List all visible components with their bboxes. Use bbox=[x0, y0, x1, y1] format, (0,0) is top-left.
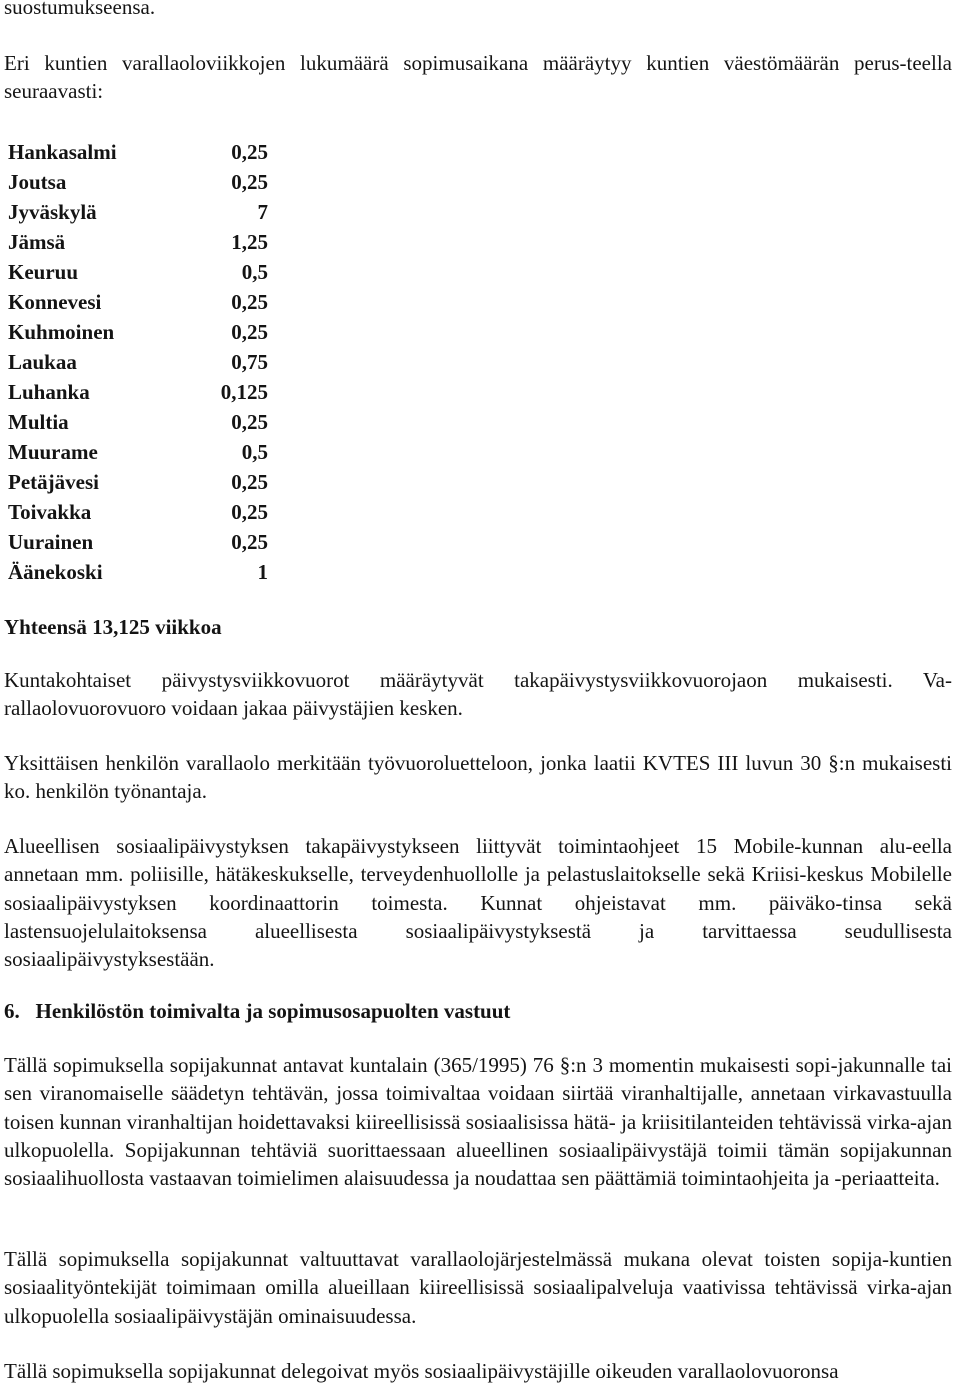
municipality-name: Jämsä bbox=[8, 230, 66, 254]
paragraph-shift-division bbox=[4, 666, 952, 723]
section-paragraph-authorization bbox=[4, 1245, 952, 1330]
table-row bbox=[4, 347, 268, 377]
municipality-name: Konnevesi bbox=[8, 290, 102, 314]
municipality-value: 0,75 bbox=[231, 350, 268, 374]
paragraph-text: Tällä sopimuksella sopijakunnat antavat kuntalain (365/1995) 76 §:n 3 momentin mukaisesti sopi-jakunnalle tai sen viranomaiselle säädetyn tehtävän, jossa toimivaltaa voidaan siirtää viranhaltijalle, annetaan virkavastuulla toisen kunnan viranhaltijan hoidettavaksi kiireellisissä sosiaalisissa hätä- ja kriisitilanteiden tehtävissä virka-ajan ulkopuolella. Sopijakunnan tehtäviä suorittaessaan alueellinen sosiaalipäivystäjä toimii tämän sopijakunnan sosiaalihuollosta vastaavan toimielimen alaisuudessa ja noudattaa sen päättämiä toimintaohjeita ja -periaatteita. bbox=[4, 1053, 952, 1191]
municipality-value: 0,5 bbox=[241, 260, 268, 284]
table-row bbox=[4, 227, 268, 257]
municipality-value: 0,25 bbox=[231, 410, 268, 434]
municipality-name: Petäjävesi bbox=[8, 470, 99, 494]
table-row bbox=[4, 197, 268, 227]
municipality-name: Multia bbox=[8, 410, 69, 434]
table-row bbox=[4, 437, 268, 467]
municipality-value: 0,25 bbox=[231, 140, 268, 164]
paragraph-text: Tällä sopimuksella sopijakunnat delegoivat myös sosiaalipäivystäjille oikeuden varallaolovuoronsa bbox=[4, 1359, 839, 1383]
municipality-value: 0,25 bbox=[231, 320, 268, 344]
table-row bbox=[4, 317, 268, 347]
municipality-name: Luhanka bbox=[8, 380, 90, 404]
section-paragraph-rights bbox=[4, 1357, 952, 1385]
paragraph-work-roster bbox=[4, 749, 952, 806]
section-heading bbox=[4, 1001, 510, 1022]
municipality-value: 0,25 bbox=[231, 470, 268, 494]
municipality-table bbox=[4, 137, 268, 587]
table-row bbox=[4, 287, 268, 317]
paragraph-text: Alueellisen sosiaalipäivystyksen takapäivystykseen liittyvät toimintaohjeet 15 Mobile-kunnan alu-eella annetaan mm. poliisille, hätäkeskukselle, terveydenhuollolle ja pelastuslaitokselle sekä Kriisi-keskus Mobilelle sosiaalipäivystyksen koordinaattorin toimesta. Kunnat ohjeistavat mm. päiväko-tinsa sekä lastensuojelulaitoksensa alueellisesta sosiaalipäivystyksestä ja tarvittaessa seudullisesta sosiaalipäivystyksestään. bbox=[4, 834, 952, 972]
municipality-name: Jyväskylä bbox=[8, 200, 97, 224]
municipality-value: 0,25 bbox=[231, 530, 268, 554]
municipality-name: Joutsa bbox=[8, 170, 67, 194]
table-row bbox=[4, 467, 268, 497]
municipality-name: Äänekoski bbox=[8, 560, 103, 584]
municipality-value: 0,5 bbox=[241, 440, 268, 464]
municipality-name: Keuruu bbox=[8, 260, 79, 284]
municipality-value: 7 bbox=[257, 200, 268, 224]
municipality-value: 0,125 bbox=[220, 380, 268, 404]
municipality-value: 0,25 bbox=[231, 290, 268, 314]
table-row bbox=[4, 557, 268, 587]
municipality-value: 1 bbox=[257, 560, 268, 584]
intro-paragraph-text: Eri kuntien varallaoloviikkojen lukumäärä sopimusaikana määräytyy kuntien väestömäärän perus-teella seuraavasti: bbox=[4, 51, 952, 104]
table-row bbox=[4, 407, 268, 437]
municipality-name: Hankasalmi bbox=[8, 140, 117, 164]
municipality-name: Toivakka bbox=[8, 500, 92, 524]
table-row bbox=[4, 167, 268, 197]
table-row bbox=[4, 497, 268, 527]
paragraph-text: Yksittäisen henkilön varallaolo merkitään työvuoroluetteloon, jonka laatii KVTES III luvun 30 §:n mukaisesti ko. henkilön työnantaja. bbox=[4, 751, 952, 804]
total-line: Yhteensä 13,125 viikkoa bbox=[4, 615, 222, 639]
paragraph-text: Tällä sopimuksella sopijakunnat valtuuttavat varallaolojärjestelmässä mukana olevat toisten sopija-kuntien sosiaalityöntekijät toimimaan omilla alueillaan kiireellisissä sosiaalipalveluja vaativissa tehtävissä virka-ajan ulkopuolella sosiaalipäivystäjän ominaisuudessa. bbox=[4, 1247, 952, 1328]
table-row bbox=[4, 527, 268, 557]
section-paragraph-delegation bbox=[4, 1051, 952, 1192]
table-row bbox=[4, 377, 268, 407]
municipality-value: 0,25 bbox=[231, 500, 268, 524]
intro-paragraph bbox=[4, 49, 952, 106]
municipality-value: 0,25 bbox=[231, 170, 268, 194]
municipality-name: Kuhmoinen bbox=[8, 320, 115, 344]
municipality-name: Muurame bbox=[8, 440, 98, 464]
table-row bbox=[4, 137, 268, 167]
paragraph-regional-instructions bbox=[4, 832, 952, 973]
paragraph-text: Kuntakohtaiset päivystysviikkovuorot määräytyvät takapäivystysviikkovuorojaon mukaisesti. Va-rallaolovuorovuoro voidaan jakaa päivystäjien kesken. bbox=[4, 668, 952, 721]
section-title: Henkilöstön toimivalta ja sopimusosapuolten vastuut bbox=[35, 999, 511, 1023]
municipality-name: Uurainen bbox=[8, 530, 94, 554]
table-row bbox=[4, 257, 268, 287]
section-number: 6. bbox=[4, 999, 20, 1023]
municipality-name: Laukaa bbox=[8, 350, 77, 374]
municipality-value: 1,25 bbox=[231, 230, 268, 254]
continuation-line: suostumukseensa. bbox=[4, 0, 156, 19]
